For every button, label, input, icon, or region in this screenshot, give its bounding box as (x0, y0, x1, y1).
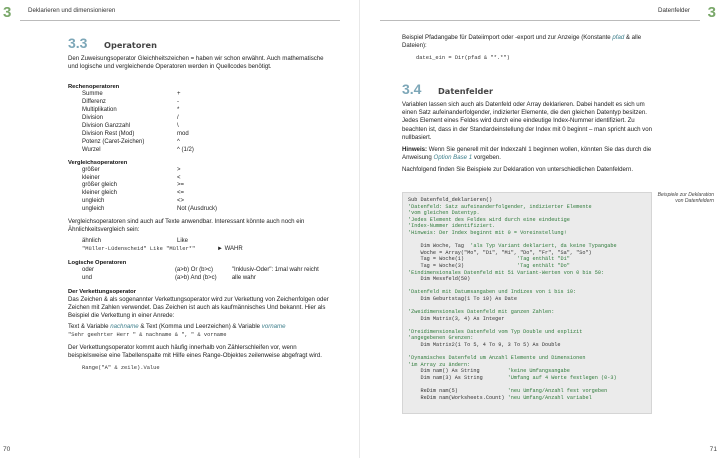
table-row (82, 123, 237, 131)
table-cell: ungleich (82, 198, 105, 205)
code-line (408, 335, 646, 342)
intro-paragraph: Den Zuweisungsoperator Gleichheitszeichen = haben wir schon erwähnt. Auch mathematische und logische und vergleichende Operatoren werden in Quellcodes benötigt. (68, 55, 324, 71)
table-cell: * (177, 107, 180, 114)
code-line (408, 296, 646, 303)
hint-text: Wenn Sie generell mit der Indexzahl 1 beginnen wollen, könnten Sie das durch die Anweisung (402, 145, 652, 161)
code-line (408, 375, 646, 382)
code-text: Tag = Woche(3) (408, 262, 517, 269)
table-cell: "Inklusiv-Oder": 1mal wahr reicht (231, 267, 319, 274)
code-comment: 'Datenfeld: Satz aufeinanderfolgender, indizierter Elemente (408, 203, 592, 210)
code-line (408, 263, 646, 270)
section-heading (68, 36, 330, 50)
table-cell: alle wahr (231, 275, 256, 282)
table-cell: größer (82, 166, 100, 173)
code-line (408, 270, 646, 277)
table-row (82, 107, 237, 115)
code-comment: 'Dreidimensionales Datenfeld vom Typ Double und explizit (408, 328, 583, 335)
table-cell: Differenz (82, 99, 106, 106)
code-line (408, 362, 646, 369)
code-line (408, 283, 646, 290)
table-cell: (a>b) And (b>c) (174, 275, 217, 282)
right-column (402, 34, 652, 174)
vergleich-paragraph: Vergleichsoperatoren sind auch auf Texte anwendbar. Interessant könnte auch noch ein Ähnlichkeitsvergleich sein: (68, 218, 305, 234)
table-cell: <> (177, 198, 185, 205)
table-cell: ^ (177, 138, 180, 145)
code-line (408, 243, 646, 250)
table-cell: - (177, 99, 179, 106)
top-text: Beispiel Pfadangabe für Dateiimport oder -export und zur Anzeige (Konstante (402, 34, 613, 41)
table-row (82, 275, 330, 283)
table-cell: > (177, 166, 181, 173)
code-line (408, 237, 646, 244)
page-number-right: 71 (709, 446, 717, 453)
table-cell: oder (82, 267, 95, 274)
table-cell (217, 238, 277, 246)
hint-option-base: Option Base 1 (433, 153, 473, 161)
code-comment: 'Jedes Element des Feldes wird durch eine eindeutige (408, 216, 570, 223)
table-cell: Division Ganzzahl (82, 122, 131, 129)
code-comment: 'Tag enthält "Do" (516, 262, 570, 269)
logisch-heading: Logische Operatoren (68, 260, 127, 267)
table-cell: Not (Ausdruck) (177, 206, 218, 213)
table-cell: Multiplikation (82, 107, 117, 114)
code-line (408, 368, 646, 375)
table-cell: ^ (1/2) (177, 146, 194, 153)
code-listing (402, 192, 652, 414)
code-comment: 'Hinweis: Der Index beginnt mit 0 = Voreinstellung! (408, 229, 567, 236)
table-cell: + (177, 91, 181, 98)
table-row (82, 139, 237, 147)
code-line (408, 395, 646, 402)
running-header: Datenfelder (658, 7, 690, 14)
verkettung-paragraph-2: Der Verkettungsoperator kommt auch häufig innerhalb von Zählerschleifen vor, wenn beispielsweise eine Tabellenspalte mit Hilfe eines Range-Objektes zeilenweise abgefragt wird. (68, 343, 322, 359)
aehnlich-table (82, 238, 277, 254)
example-var-nachname: nachname (110, 323, 139, 331)
table-row (82, 190, 257, 198)
code-text: Sub Datenfeld_deklarieren() (408, 197, 493, 203)
code-comment: 'Index-Nummer identifiziert. (408, 223, 496, 230)
section-title: Datenfelder (438, 86, 493, 97)
section-number: 3.4 (402, 81, 422, 98)
header-rule (380, 20, 700, 21)
vergleich-table (82, 167, 257, 214)
code-comment: 'Datenfeld mit Datumsangaben und Indizes von 1 bis 10: (408, 289, 577, 296)
code-text: Tag = Woche(1) (408, 256, 517, 263)
code-text: Woche = Array("Mo", "Di", "Mi", "Do", "Fr", "Sa", "So") (408, 249, 592, 256)
code-line (408, 217, 646, 224)
left-column (68, 36, 330, 372)
code-text: Dim Matrix2(1 To 5, 4 To 9, 3 To 5) As Double (408, 342, 561, 349)
code-line (408, 355, 646, 362)
table-cell: kleiner (82, 174, 100, 181)
table-cell: Wurzel (82, 146, 101, 153)
table-row (82, 91, 237, 99)
header-rule (20, 20, 340, 21)
code-line (408, 250, 646, 257)
rechen-table (82, 91, 237, 154)
right-page (360, 0, 720, 458)
example-text-mid: & Text (Komma und Leerzeichen) & Variable (138, 323, 262, 331)
table-cell: \ (177, 122, 179, 129)
table-cell: ungleich (82, 206, 105, 213)
table-cell: < (177, 174, 181, 181)
code-comment: 'neu Umfang/Anzahl fest vorgeben (507, 388, 608, 395)
code-text: Dim Matrix(3, 4) As Integer (408, 315, 505, 322)
code-line (408, 197, 646, 204)
example-var-vorname: vorname (261, 323, 286, 331)
code-line (408, 204, 646, 211)
code-line (408, 382, 646, 389)
rechen-heading: Rechenoperatoren (68, 84, 120, 91)
hint-text-post: vorgeben. (472, 153, 501, 161)
section-number: 3.3 (68, 35, 88, 51)
verkettung-heading: Der Verkettungsoperator (68, 288, 136, 295)
code-line (408, 303, 646, 310)
code-line (408, 329, 646, 336)
hint-paragraph (402, 146, 652, 162)
code-text: Dim Geburtstag(1 To 10) As Date (408, 295, 517, 302)
table-row (82, 246, 277, 254)
code-comment: 'Zweidimensionales Datenfeld mit ganzen Zahlen: (408, 309, 555, 316)
table-cell: ähnlich (82, 238, 102, 245)
code-comment: 'Umfang auf 4 Werte festlegen (0-3) (507, 375, 617, 382)
table-row (82, 131, 237, 139)
code-line (408, 349, 646, 356)
example-text: Text & Variable (68, 323, 111, 331)
table-cell: Potenz (Caret-Zeichen) (82, 138, 145, 145)
table-cell: kleiner gleich (82, 190, 118, 197)
table-row (82, 167, 257, 175)
table-cell: <= (177, 190, 185, 197)
page-number-left: 70 (3, 446, 11, 453)
top-text-post: & alle Dateien): (402, 34, 642, 50)
table-cell: "Müller-Lüdenscheid" Like "Müller*" (82, 246, 196, 253)
chapter-number: 3 (707, 4, 716, 21)
table-cell: Division (82, 115, 104, 121)
code-line (408, 322, 646, 329)
table-row (82, 238, 277, 246)
code-line (408, 388, 646, 395)
verkettung-example (68, 323, 330, 331)
table-cell: / (177, 115, 179, 121)
table-row (82, 267, 330, 275)
code-text: ReDim nam(5) (408, 388, 508, 395)
code-line (408, 276, 646, 283)
code-comment: 'Eindimensionales Datenfeld mit 51 Variant-Werten von 0 bis 50: (408, 269, 605, 276)
verkettung-code: "Sehr geehrter Herr " & nachname & ", " & vorname (68, 332, 227, 339)
code-text: Dim nam(3) As String (408, 375, 508, 382)
code-comment: 'im Array zu ändern: (408, 361, 471, 368)
top-paragraph (402, 34, 652, 50)
table-cell: ► WAHR (217, 246, 243, 253)
code-line (408, 210, 646, 217)
para-2: Nachfolgend finden Sie Beispiele zur Deklaration von unterschiedlichen Datenfeldern. (402, 165, 634, 173)
table-cell: Like (177, 238, 189, 245)
table-cell: >= (177, 182, 185, 189)
code-comment: 'Tag enthält "Di" (516, 256, 570, 263)
table-cell: größer gleich (82, 182, 118, 189)
vergleich-heading: Vergleichsoperatoren (68, 159, 128, 166)
top-code: datei_ein = Dir(pfad & "*.*") (416, 55, 510, 62)
code-text: Dim Woche, Tag (408, 243, 471, 250)
code-text: Dim nam() As String (408, 368, 508, 375)
code-text: ReDim nam(Worksheets.Count) (408, 394, 508, 401)
code-comment: 'angegebenen Grenzen: (408, 335, 474, 342)
table-cell: (a>b) Or (b>c) (174, 267, 213, 274)
table-cell: Division Rest (Mod) (82, 130, 135, 137)
section-title: Operatoren (104, 40, 157, 50)
code-comment: 'als Typ Variant deklariert, da keine Typangabe (470, 243, 617, 250)
code-comment: 'neu Umfang/Anzahl variabel (507, 394, 592, 401)
verkettung-paragraph: Das Zeichen & als sogenannter Verkettungsoperator wird zur Verkettung von Zeichenfolgen oder Zeichen mit Zahlen verwendet. Das Zeichen ist auch als kaufmännisches Und bekannt. Hier als Beispiel die Verkettung in einer Anrede: (68, 296, 329, 320)
chapter-number: 3 (3, 4, 12, 21)
code-line (408, 256, 646, 263)
section-heading (402, 82, 652, 96)
code-line (408, 223, 646, 230)
code-line (408, 316, 646, 323)
code-comment: 'vom gleichen Datentyp. (408, 210, 480, 217)
table-row (82, 147, 237, 155)
logisch-table (82, 267, 330, 283)
para-1: Variablen lassen sich auch als Datenfeld oder Array deklarieren. Dabei handelt es sich um einen Satz aufeinanderfolgender, indizierter Elemente, die den gleichen Datentyp besitzen. Jedes Element eines Feldes wird durch eine eindeutige Index-Nummer identifiziert. Zu beachten ist, dass in der Standardeinstellung der Index mit 0 beginnt – man spricht auch von nullbasiert. (402, 101, 652, 141)
table-row (82, 115, 237, 123)
table-row (82, 206, 257, 214)
code-comment: 'keine Umfangsangabe (507, 368, 570, 375)
code-line (408, 342, 646, 349)
top-var-pfad: pfad (612, 34, 625, 41)
range-code: Range("A" & zeile).Value (82, 364, 160, 371)
table-row (82, 99, 237, 107)
table-cell: mod (177, 130, 189, 137)
table-row (82, 175, 257, 183)
side-note: Beispiele zur Deklaration von Datenfeldern (657, 192, 714, 205)
table-cell: Summe (82, 91, 103, 98)
code-line (408, 230, 646, 237)
code-line (408, 289, 646, 296)
code-comment: 'Dynamisches Datenfeld um Anzahl Elemente und Dimensionen (408, 355, 586, 362)
code-text: Dim Messfeld(50) (408, 276, 471, 283)
running-header: Deklarieren und dimensionieren (28, 7, 116, 14)
table-cell: und (82, 275, 93, 282)
hint-label: Hinweis: (402, 145, 428, 153)
table-row (82, 198, 257, 206)
code-line (408, 309, 646, 316)
table-row (82, 182, 257, 190)
